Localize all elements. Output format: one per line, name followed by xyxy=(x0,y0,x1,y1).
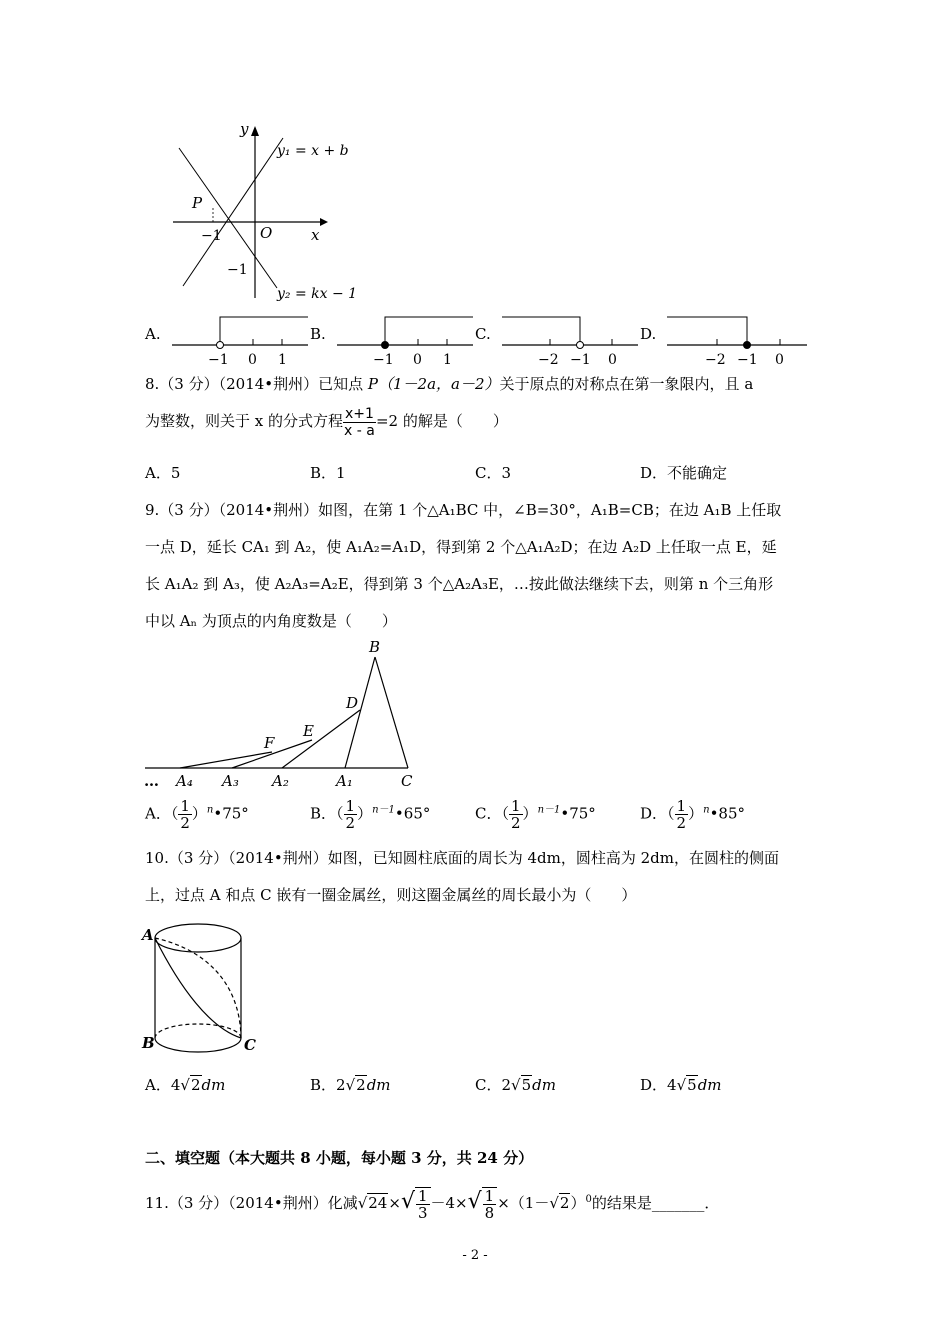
q11-line xyxy=(145,1180,719,1223)
unit: dm xyxy=(201,1076,226,1094)
frac-denominator: x - a xyxy=(344,422,375,439)
option-tail: •85° xyxy=(709,804,745,823)
frac-numerator: 1 xyxy=(484,1187,495,1205)
radicand: 24 xyxy=(368,1194,388,1212)
frac-numerator: 1 xyxy=(180,797,190,815)
q10-option-c xyxy=(475,1074,556,1095)
q9-option-a: A．（ $\frac{1}{2}$ ）$^n$•75° xyxy=(145,797,249,832)
q7-option-c-letter: C. xyxy=(475,325,491,343)
radicand: 2 xyxy=(356,1076,366,1094)
sqrt-fraction xyxy=(415,1187,431,1221)
q10-option-b xyxy=(310,1074,391,1095)
q7-option-d-letter: D. xyxy=(640,325,657,343)
option-letter: C． xyxy=(475,1076,502,1094)
radicand: 5 xyxy=(521,1076,532,1094)
tick-label: −2 xyxy=(705,352,726,368)
exponent: n－1 xyxy=(372,804,395,816)
q8-fraction xyxy=(343,406,376,439)
tick-label: −1 xyxy=(737,352,758,368)
tick-label: −1 xyxy=(570,352,591,368)
q8-line-1 xyxy=(145,374,753,394)
tick-label: 0 xyxy=(248,352,257,368)
half-fraction xyxy=(509,798,523,831)
frac-denominator: 2 xyxy=(511,814,521,832)
label-f: F xyxy=(264,734,275,752)
q8-option-b: B．1 xyxy=(310,464,346,482)
label-a1: A₁ xyxy=(336,772,353,790)
option-letter: C． xyxy=(475,804,502,823)
frac-numerator: 1 xyxy=(676,797,687,815)
coefficient: 4 xyxy=(667,1076,677,1094)
sqrt-fraction xyxy=(482,1187,498,1221)
coefficient: 2 xyxy=(501,1076,512,1094)
label-b: B xyxy=(142,1034,155,1052)
unit: dm xyxy=(532,1076,556,1094)
q9-line-1: 9.（3 分）（2014•荆州）如图，在第 1 个△A₁BC 中，∠B=30°，A₁B=CB；在边 A₁B 上任取 xyxy=(145,501,782,519)
frac-numerator: 1 xyxy=(417,1187,428,1205)
sqrt-sign: √ xyxy=(676,1076,687,1094)
unit: dm xyxy=(366,1076,391,1094)
q7-option-b-numberline xyxy=(335,312,475,368)
line1-label: y₁ = x + b xyxy=(277,143,349,159)
coefficient: 4 xyxy=(170,1076,181,1094)
tick-label: −2 xyxy=(538,352,559,368)
q11-suffix: 的结果是_______． xyxy=(591,1194,720,1212)
paren-close: ） xyxy=(570,1194,586,1212)
label-a2: A₂ xyxy=(272,772,289,790)
q10-option-d xyxy=(640,1074,722,1095)
option-tail: •75° xyxy=(560,804,596,823)
radicand: 5 xyxy=(687,1076,697,1094)
q7-option-c-numberline xyxy=(500,312,640,368)
frac-numerator: x+1 xyxy=(345,405,374,422)
x-tick-label: −1 xyxy=(201,228,222,244)
tick-label: 0 xyxy=(413,352,422,368)
half-fraction xyxy=(675,798,689,831)
q11-prefix: 11.（3 分）（2014•荆州）化减 xyxy=(145,1194,358,1212)
unit: dm xyxy=(697,1076,722,1094)
label-e: E xyxy=(303,722,314,740)
q8-text: 为整数，则关于 x 的分式方程 xyxy=(145,412,343,430)
label-c: C xyxy=(401,772,413,790)
tick-label: 1 xyxy=(443,352,452,368)
coefficient: 2 xyxy=(336,1076,346,1094)
exponent: n－1 xyxy=(537,804,561,816)
paren-open: ×（1－ xyxy=(497,1194,550,1212)
tick-label: 0 xyxy=(608,352,617,368)
tick-label: −1 xyxy=(373,352,394,368)
radicand: 2 xyxy=(190,1076,201,1094)
q9-option-d: D．（ $\frac{1}{2}$ ）$^n$•85° xyxy=(640,797,745,832)
exponent: n xyxy=(703,804,710,816)
label-c: C xyxy=(244,1036,256,1054)
label-a3: A₃ xyxy=(222,772,239,790)
y-axis-label: y xyxy=(240,120,249,138)
q9-line-2: 一点 D，延长 CA₁ 到 A₂，使 A₁A₂=A₁D，得到第 2 个△A₁A₂D；在边 A₂D 上任取一点 E，延 xyxy=(145,538,777,556)
frac-denominator: 2 xyxy=(676,814,687,832)
q9-option-b: B．（ $\frac{1}{2}$ ）$^{n-1}$•65° xyxy=(310,797,431,832)
label-b: B xyxy=(369,638,381,656)
section-2-heading: 二、填空题（本大题共 8 小题，每小题 3 分，共 24 分） xyxy=(145,1149,534,1167)
sqrt-sign: √ xyxy=(400,1189,415,1214)
q10-line-2: 上，过点 A 和点 C 嵌有一圈金属丝，则这圈金属丝的周长最小为（ ） xyxy=(145,886,637,904)
line2-label: y₂ = kx − 1 xyxy=(277,286,358,302)
q7-option-a-numberline xyxy=(170,312,310,368)
x-axis-label: x xyxy=(311,226,320,244)
minus-four: －4× xyxy=(430,1194,468,1212)
sqrt-sign: √ xyxy=(467,1189,482,1214)
frac-numerator: 1 xyxy=(345,797,356,815)
frac-numerator: 1 xyxy=(511,797,521,815)
q8-text: 8.（3 分）（2014•荆州）已知点 xyxy=(145,375,368,393)
frac-denominator: 8 xyxy=(484,1204,495,1222)
q8-line-2 xyxy=(145,404,508,439)
sqrt-sign: √ xyxy=(511,1076,521,1094)
label-d: D xyxy=(346,694,359,712)
exponent-zero: 0 xyxy=(585,1194,592,1205)
sqrt-sign: √ xyxy=(549,1194,559,1212)
frac-denominator: 2 xyxy=(180,814,190,832)
q9-line-4: 中以 Aₙ 为顶点的内角度数是（ ） xyxy=(145,612,397,630)
q9-figure xyxy=(140,632,430,792)
q10-option-a xyxy=(145,1074,225,1095)
option-tail: •75° xyxy=(213,804,249,823)
q8-text: 关于原点的对称点在第一象限内，且 a xyxy=(499,375,754,393)
option-letter: D． xyxy=(640,1076,668,1094)
frac-denominator: 3 xyxy=(417,1204,428,1222)
option-tail: •65° xyxy=(394,804,431,823)
origin-label: O xyxy=(260,224,273,242)
half-fraction xyxy=(344,798,358,831)
q10-line-1: 10.（3 分）（2014•荆州）如图，已知圆柱底面的周长为 4dm，圆柱高为 2dm，在圆柱的侧面 xyxy=(145,849,779,867)
q9-line-3: 长 A₁A₂ 到 A₃，使 A₂A₃=A₂E，得到第 3 个△A₂A₃E，…按此做法继续下去，则第 n 个三角形 xyxy=(145,575,774,593)
option-letter: D． xyxy=(640,804,668,823)
q8-option-d: D．不能确定 xyxy=(640,464,728,482)
option-letter: A． xyxy=(145,1076,171,1094)
frac-denominator: 2 xyxy=(345,814,356,832)
q8-point: P（1－2a，a－2） xyxy=(367,375,500,393)
label-a4: A₄ xyxy=(176,772,193,790)
tick-label: 1 xyxy=(278,352,287,368)
half-fraction xyxy=(178,798,192,831)
q7-option-a-letter: A. xyxy=(145,325,161,343)
tick-label: 0 xyxy=(775,352,784,368)
radicand: 2 xyxy=(559,1194,570,1212)
label-a: A xyxy=(142,926,154,944)
times-sign: × xyxy=(388,1194,401,1212)
option-letter: A． xyxy=(145,804,171,823)
point-p-label: P xyxy=(192,194,203,212)
q8-option-a: A．5 xyxy=(145,464,181,482)
q7-option-b-letter: B. xyxy=(310,325,326,343)
sqrt-sign: √ xyxy=(180,1076,190,1094)
sqrt-sign: √ xyxy=(357,1194,368,1212)
page-number: - 2 - xyxy=(462,1248,488,1263)
option-letter: B． xyxy=(310,1076,337,1094)
q8-option-c: C．3 xyxy=(475,464,512,482)
y-tick-label: −1 xyxy=(227,262,248,278)
q10-cylinder-figure xyxy=(140,918,270,1058)
tick-label: −1 xyxy=(208,352,229,368)
q9-option-c: C．（ $\frac{1}{2}$ ）$^{n-1}$•75° xyxy=(475,797,596,832)
exponent: n xyxy=(206,804,214,816)
q7-option-d-numberline xyxy=(665,312,810,368)
option-letter: B． xyxy=(310,804,337,823)
q7-graph xyxy=(165,118,365,308)
q8-text: =2 的解是（ ） xyxy=(375,412,508,430)
sqrt-sign: √ xyxy=(345,1076,356,1094)
label-dots: … xyxy=(144,772,159,790)
